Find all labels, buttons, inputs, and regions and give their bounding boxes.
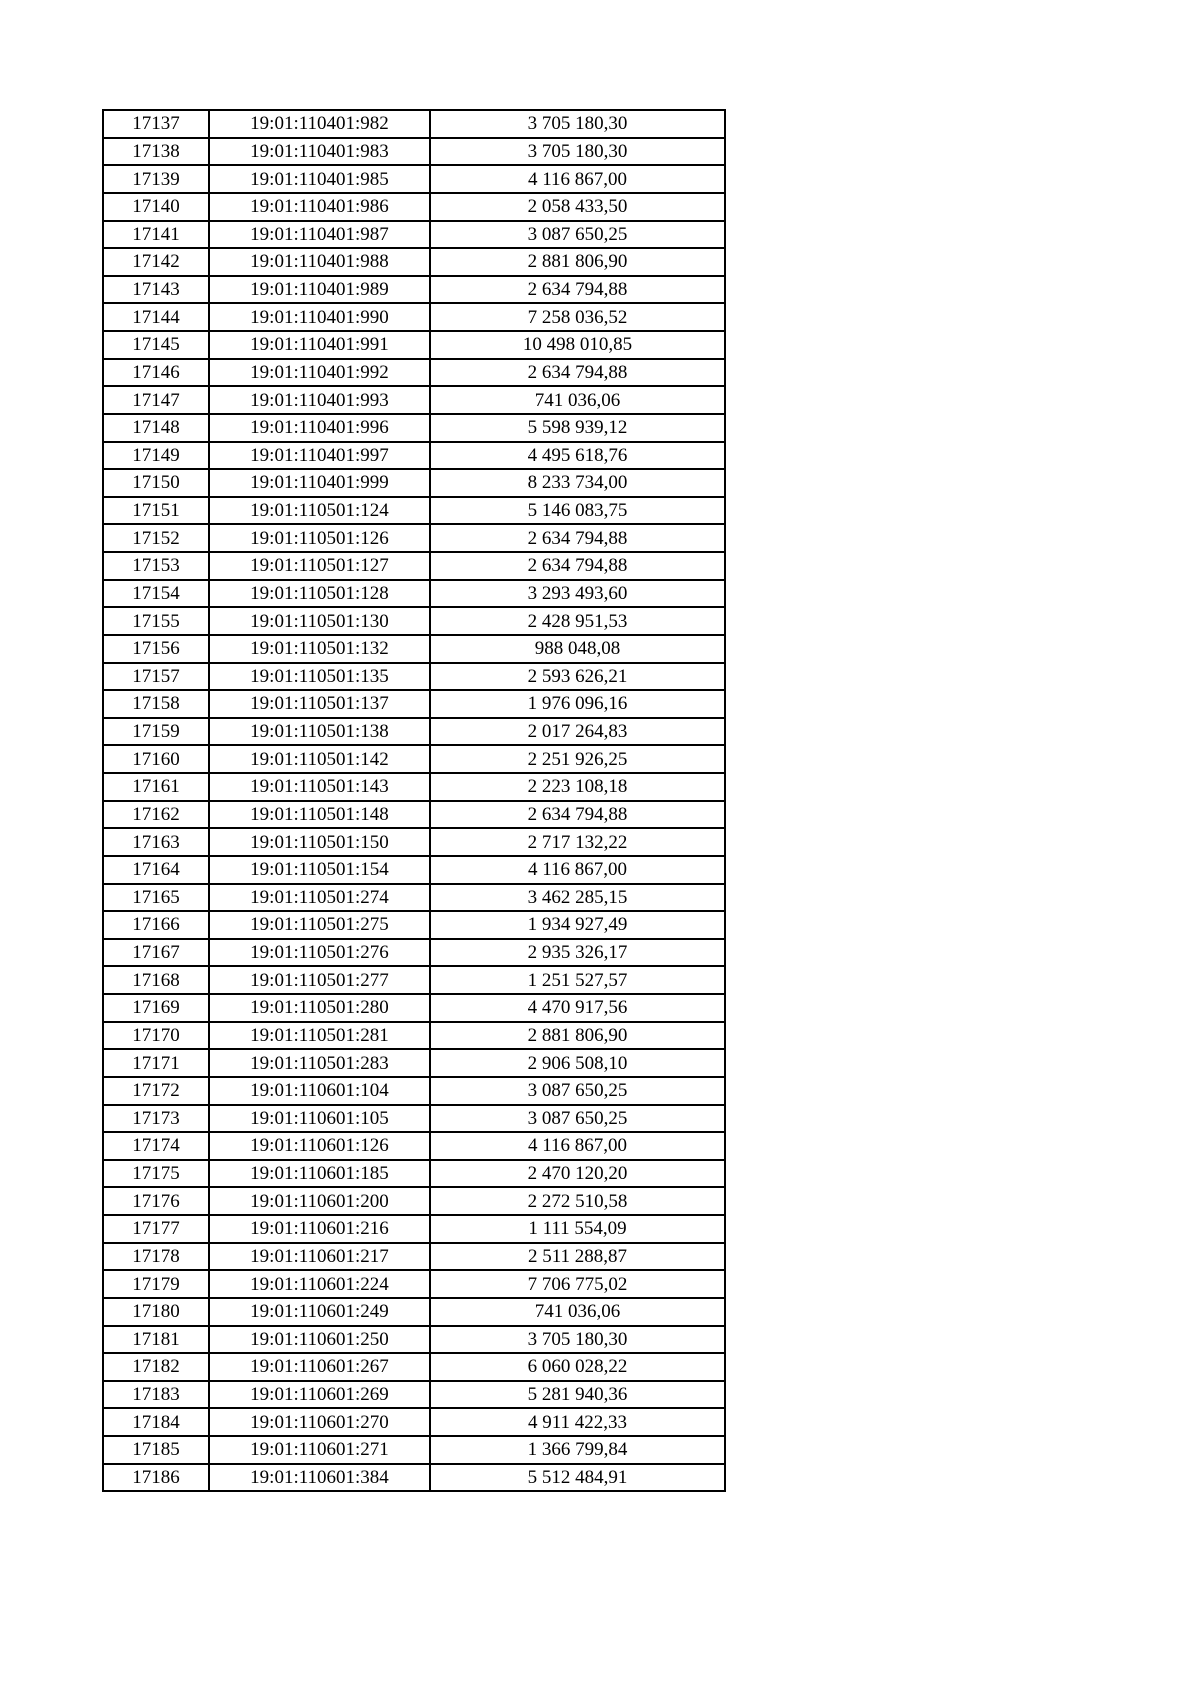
row-number-cell: 17182	[103, 1353, 209, 1381]
cadastral-value-cell: 3 087 650,25	[430, 1105, 725, 1133]
table-row	[103, 552, 725, 580]
cadastral-number-cell: 19:01:110401:996	[209, 414, 430, 442]
row-number-cell: 17138	[103, 138, 209, 166]
cadastral-number-cell: 19:01:110501:281	[209, 1022, 430, 1050]
row-number-cell: 17177	[103, 1215, 209, 1243]
cadastral-number-cell: 19:01:110401:993	[209, 386, 430, 414]
table-row	[103, 1464, 725, 1492]
cadastral-number-cell: 19:01:110501:130	[209, 607, 430, 635]
cadastral-value-cell: 10 498 010,85	[430, 331, 725, 359]
cadastral-value-cell: 1 366 799,84	[430, 1436, 725, 1464]
cadastral-number-cell: 19:01:110501:138	[209, 718, 430, 746]
table-row	[103, 414, 725, 442]
cadastral-number-cell: 19:01:110601:270	[209, 1408, 430, 1436]
row-number-cell: 17150	[103, 469, 209, 497]
row-number-cell: 17156	[103, 635, 209, 663]
row-number-cell: 17175	[103, 1160, 209, 1188]
cadastral-value-cell: 4 116 867,00	[430, 165, 725, 193]
cadastral-value-cell: 3 293 493,60	[430, 580, 725, 608]
row-number-cell: 17140	[103, 193, 209, 221]
cadastral-value-cell: 2 511 288,87	[430, 1243, 725, 1271]
row-number-cell: 17146	[103, 359, 209, 387]
cadastral-value-cell: 2 634 794,88	[430, 801, 725, 829]
row-number-cell: 17155	[103, 607, 209, 635]
cadastral-value-cell: 3 087 650,25	[430, 221, 725, 249]
table-body	[103, 110, 725, 1491]
row-number-cell: 17173	[103, 1105, 209, 1133]
row-number-cell: 17151	[103, 497, 209, 525]
cadastral-value-cell: 2 223 108,18	[430, 773, 725, 801]
table-row	[103, 193, 725, 221]
cadastral-number-cell: 19:01:110501:124	[209, 497, 430, 525]
table-row	[103, 138, 725, 166]
cadastral-value-cell: 2 881 806,90	[430, 248, 725, 276]
table-row	[103, 1132, 725, 1160]
cadastral-number-cell: 19:01:110501:142	[209, 745, 430, 773]
cadastral-value-cell: 2 634 794,88	[430, 359, 725, 387]
row-number-cell: 17186	[103, 1464, 209, 1492]
cadastral-number-cell: 19:01:110401:988	[209, 248, 430, 276]
cadastral-value-cell: 5 598 939,12	[430, 414, 725, 442]
cadastral-number-cell: 19:01:110501:137	[209, 690, 430, 718]
cadastral-number-cell: 19:01:110401:999	[209, 469, 430, 497]
table-row	[103, 1326, 725, 1354]
cadastral-value-cell: 2 593 626,21	[430, 663, 725, 691]
table-row	[103, 635, 725, 663]
row-number-cell: 17168	[103, 966, 209, 994]
cadastral-value-cell: 2 428 951,53	[430, 607, 725, 635]
cadastral-number-cell: 19:01:110501:132	[209, 635, 430, 663]
cadastral-value-cell: 3 087 650,25	[430, 1077, 725, 1105]
cadastral-number-cell: 19:01:110601:217	[209, 1243, 430, 1271]
row-number-cell: 17154	[103, 580, 209, 608]
row-number-cell: 17166	[103, 911, 209, 939]
row-number-cell: 17164	[103, 856, 209, 884]
row-number-cell: 17170	[103, 1022, 209, 1050]
table-row	[103, 966, 725, 994]
table-row	[103, 1243, 725, 1271]
cadastral-number-cell: 19:01:110601:269	[209, 1381, 430, 1409]
cadastral-number-cell: 19:01:110601:126	[209, 1132, 430, 1160]
row-number-cell: 17171	[103, 1049, 209, 1077]
table-row	[103, 165, 725, 193]
cadastral-value-cell: 6 060 028,22	[430, 1353, 725, 1381]
cadastral-value-cell: 2 017 264,83	[430, 718, 725, 746]
cadastral-number-cell: 19:01:110501:154	[209, 856, 430, 884]
cadastral-number-cell: 19:01:110501:275	[209, 911, 430, 939]
row-number-cell: 17147	[103, 386, 209, 414]
cadastral-number-cell: 19:01:110501:276	[209, 939, 430, 967]
table-row	[103, 1381, 725, 1409]
table-row	[103, 663, 725, 691]
cadastral-value-cell: 741 036,06	[430, 386, 725, 414]
cadastral-value-cell: 2 881 806,90	[430, 1022, 725, 1050]
table-row	[103, 331, 725, 359]
table-row	[103, 607, 725, 635]
cadastral-number-cell: 19:01:110501:127	[209, 552, 430, 580]
table-row	[103, 110, 725, 138]
table-row	[103, 939, 725, 967]
row-number-cell: 17157	[103, 663, 209, 691]
cadastral-number-cell: 19:01:110601:250	[209, 1326, 430, 1354]
row-number-cell: 17185	[103, 1436, 209, 1464]
row-number-cell: 17145	[103, 331, 209, 359]
cadastral-number-cell: 19:01:110601:185	[209, 1160, 430, 1188]
table-row	[103, 1022, 725, 1050]
cadastral-value-cell: 4 116 867,00	[430, 1132, 725, 1160]
cadastral-value-cell: 5 512 484,91	[430, 1464, 725, 1492]
cadastral-value-cell: 4 495 618,76	[430, 442, 725, 470]
row-number-cell: 17144	[103, 303, 209, 331]
cadastral-value-cell: 7 258 036,52	[430, 303, 725, 331]
cadastral-number-cell: 19:01:110401:990	[209, 303, 430, 331]
table-row	[103, 911, 725, 939]
cadastral-value-cell: 2 251 926,25	[430, 745, 725, 773]
cadastral-value-cell: 1 976 096,16	[430, 690, 725, 718]
table-row	[103, 828, 725, 856]
cadastral-value-cell: 2 058 433,50	[430, 193, 725, 221]
cadastral-value-cell: 2 717 132,22	[430, 828, 725, 856]
row-number-cell: 17142	[103, 248, 209, 276]
cadastral-value-cell: 1 111 554,09	[430, 1215, 725, 1243]
cadastral-number-cell: 19:01:110501:128	[209, 580, 430, 608]
table-row	[103, 994, 725, 1022]
cadastral-value-cell: 3 705 180,30	[430, 110, 725, 138]
table-row	[103, 524, 725, 552]
table-row	[103, 248, 725, 276]
cadastral-value-cell: 2 906 508,10	[430, 1049, 725, 1077]
table-row	[103, 1436, 725, 1464]
cadastral-value-cell: 8 233 734,00	[430, 469, 725, 497]
cadastral-value-cell: 2 470 120,20	[430, 1160, 725, 1188]
cadastral-value-cell: 1 934 927,49	[430, 911, 725, 939]
table-row	[103, 359, 725, 387]
row-number-cell: 17160	[103, 745, 209, 773]
row-number-cell: 17174	[103, 1132, 209, 1160]
table-row	[103, 1160, 725, 1188]
row-number-cell: 17167	[103, 939, 209, 967]
cadastral-value-cell: 3 462 285,15	[430, 884, 725, 912]
row-number-cell: 17163	[103, 828, 209, 856]
row-number-cell: 17148	[103, 414, 209, 442]
cadastral-number-cell: 19:01:110501:274	[209, 884, 430, 912]
row-number-cell: 17161	[103, 773, 209, 801]
cadastral-number-cell: 19:01:110501:143	[209, 773, 430, 801]
cadastral-number-cell: 19:01:110401:982	[209, 110, 430, 138]
cadastral-number-cell: 19:01:110501:283	[209, 1049, 430, 1077]
cadastral-number-cell: 19:01:110401:989	[209, 276, 430, 304]
cadastral-number-cell: 19:01:110601:267	[209, 1353, 430, 1381]
table-row	[103, 1353, 725, 1381]
table-row	[103, 221, 725, 249]
table-row	[103, 801, 725, 829]
table-row	[103, 1270, 725, 1298]
cadastral-value-cell: 2 935 326,17	[430, 939, 725, 967]
row-number-cell: 17180	[103, 1298, 209, 1326]
cadastral-value-cell: 4 470 917,56	[430, 994, 725, 1022]
table-row	[103, 1408, 725, 1436]
cadastral-number-cell: 19:01:110601:104	[209, 1077, 430, 1105]
row-number-cell: 17141	[103, 221, 209, 249]
cadastral-number-cell: 19:01:110501:126	[209, 524, 430, 552]
row-number-cell: 17179	[103, 1270, 209, 1298]
table-row	[103, 1215, 725, 1243]
cadastral-value-cell: 5 281 940,36	[430, 1381, 725, 1409]
cadastral-value-cell: 2 634 794,88	[430, 276, 725, 304]
cadastral-value-cell: 7 706 775,02	[430, 1270, 725, 1298]
cadastral-number-cell: 19:01:110601:249	[209, 1298, 430, 1326]
table-row	[103, 1049, 725, 1077]
cadastral-number-cell: 19:01:110401:992	[209, 359, 430, 387]
row-number-cell: 17162	[103, 801, 209, 829]
row-number-cell: 17159	[103, 718, 209, 746]
cadastral-value-cell: 741 036,06	[430, 1298, 725, 1326]
table-row	[103, 884, 725, 912]
table-row	[103, 1187, 725, 1215]
table-row	[103, 745, 725, 773]
cadastral-value-cell: 5 146 083,75	[430, 497, 725, 525]
cadastral-value-cell: 4 911 422,33	[430, 1408, 725, 1436]
table-row	[103, 718, 725, 746]
row-number-cell: 17183	[103, 1381, 209, 1409]
cadastral-value-table	[102, 109, 726, 1492]
row-number-cell: 17143	[103, 276, 209, 304]
row-number-cell: 17153	[103, 552, 209, 580]
cadastral-number-cell: 19:01:110401:985	[209, 165, 430, 193]
cadastral-value-cell: 3 705 180,30	[430, 138, 725, 166]
table-row	[103, 1298, 725, 1326]
row-number-cell: 17176	[103, 1187, 209, 1215]
table-row	[103, 690, 725, 718]
cadastral-number-cell: 19:01:110601:216	[209, 1215, 430, 1243]
cadastral-number-cell: 19:01:110601:105	[209, 1105, 430, 1133]
cadastral-number-cell: 19:01:110601:200	[209, 1187, 430, 1215]
cadastral-number-cell: 19:01:110601:271	[209, 1436, 430, 1464]
cadastral-number-cell: 19:01:110401:983	[209, 138, 430, 166]
cadastral-number-cell: 19:01:110501:280	[209, 994, 430, 1022]
cadastral-number-cell: 19:01:110401:991	[209, 331, 430, 359]
cadastral-value-cell: 2 634 794,88	[430, 524, 725, 552]
table-row	[103, 856, 725, 884]
table-row	[103, 303, 725, 331]
row-number-cell: 17152	[103, 524, 209, 552]
cadastral-number-cell: 19:01:110501:150	[209, 828, 430, 856]
table-row	[103, 1105, 725, 1133]
row-number-cell: 17158	[103, 690, 209, 718]
cadastral-number-cell: 19:01:110601:384	[209, 1464, 430, 1492]
cadastral-number-cell: 19:01:110501:135	[209, 663, 430, 691]
table-row	[103, 442, 725, 470]
cadastral-number-cell: 19:01:110401:997	[209, 442, 430, 470]
row-number-cell: 17178	[103, 1243, 209, 1271]
cadastral-value-cell: 4 116 867,00	[430, 856, 725, 884]
row-number-cell: 17139	[103, 165, 209, 193]
table-row	[103, 386, 725, 414]
row-number-cell: 17172	[103, 1077, 209, 1105]
cadastral-value-cell: 1 251 527,57	[430, 966, 725, 994]
table-row	[103, 497, 725, 525]
cadastral-value-cell: 2 634 794,88	[430, 552, 725, 580]
cadastral-value-cell: 2 272 510,58	[430, 1187, 725, 1215]
cadastral-value-cell: 988 048,08	[430, 635, 725, 663]
cadastral-number-cell: 19:01:110401:986	[209, 193, 430, 221]
row-number-cell: 17149	[103, 442, 209, 470]
cadastral-value-cell: 3 705 180,30	[430, 1326, 725, 1354]
row-number-cell: 17169	[103, 994, 209, 1022]
cadastral-number-cell: 19:01:110601:224	[209, 1270, 430, 1298]
row-number-cell: 17184	[103, 1408, 209, 1436]
table-row	[103, 773, 725, 801]
cadastral-number-cell: 19:01:110501:277	[209, 966, 430, 994]
table-row	[103, 1077, 725, 1105]
row-number-cell: 17181	[103, 1326, 209, 1354]
table-row	[103, 276, 725, 304]
row-number-cell: 17137	[103, 110, 209, 138]
cadastral-number-cell: 19:01:110501:148	[209, 801, 430, 829]
table-row	[103, 469, 725, 497]
row-number-cell: 17165	[103, 884, 209, 912]
table-row	[103, 580, 725, 608]
cadastral-number-cell: 19:01:110401:987	[209, 221, 430, 249]
